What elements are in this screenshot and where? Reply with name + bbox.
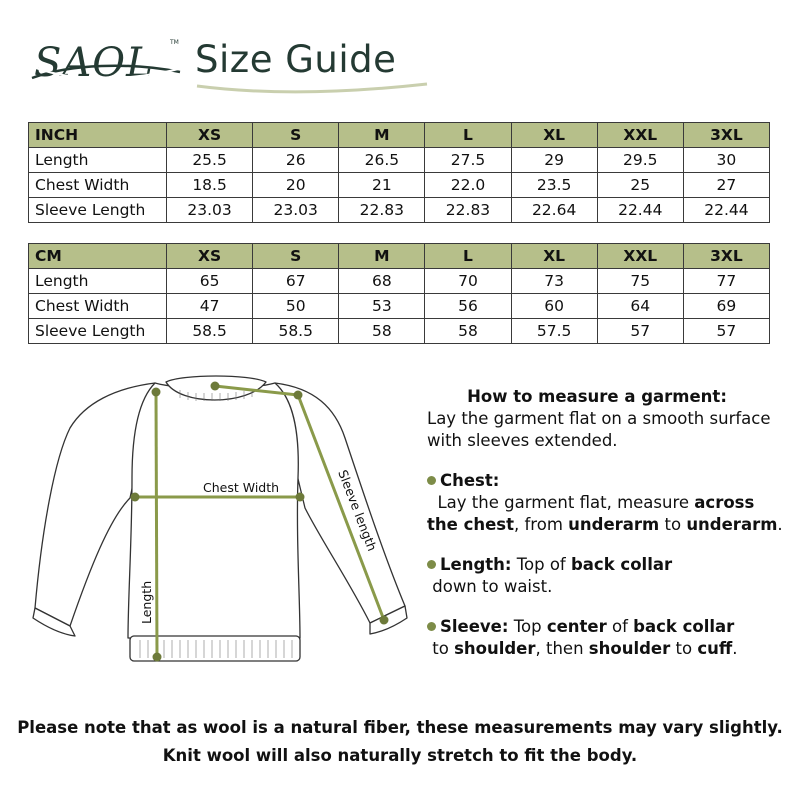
- row-label: Length: [29, 269, 167, 294]
- sleeve-length-label: Sleeve length: [335, 467, 380, 554]
- table-cell: 22.0: [425, 173, 511, 198]
- size-header: 3XL: [683, 123, 769, 148]
- table-row: [29, 319, 770, 344]
- row-label: Sleeve Length: [29, 198, 167, 223]
- table-cell: 67: [253, 269, 339, 294]
- table-cell: 27.5: [425, 148, 511, 173]
- length-start-dot: [152, 388, 161, 397]
- length-end-dot: [153, 653, 162, 662]
- sleeve-instruction: Sleeve: Top center of back collar to shoulder, then shoulder to cuff.: [427, 617, 738, 658]
- table-cell: 22.44: [597, 198, 683, 223]
- table-cell: 65: [167, 269, 253, 294]
- table-cell: 58.5: [253, 319, 339, 344]
- row-label: Chest Width: [29, 294, 167, 319]
- table-cell: 22.64: [511, 198, 597, 223]
- trademark-mark: TM: [170, 39, 179, 46]
- table-cell: 53: [339, 294, 425, 319]
- table-cell: 22.44: [683, 198, 769, 223]
- table-cell: 70: [425, 269, 511, 294]
- sweater-diagram: [20, 368, 415, 673]
- table-row: [29, 173, 770, 198]
- row-label: Length: [29, 148, 167, 173]
- table-cell: 22.83: [425, 198, 511, 223]
- cuff-dot: [380, 616, 389, 625]
- disclaimer-note: [0, 714, 800, 770]
- table-cell: 22.83: [339, 198, 425, 223]
- table-cell: 25: [597, 173, 683, 198]
- size-header: XL: [511, 123, 597, 148]
- table-row: [29, 198, 770, 223]
- table-cell: 23.5: [511, 173, 597, 198]
- table-cell: 23.03: [167, 198, 253, 223]
- size-header: 3XL: [683, 244, 769, 269]
- table-cell: 58: [339, 319, 425, 344]
- table-cell: 60: [511, 294, 597, 319]
- length-label: Length: [139, 580, 154, 624]
- bullet-icon: [427, 560, 436, 569]
- table-cell: 26: [253, 148, 339, 173]
- page-title: Size Guide: [195, 38, 397, 81]
- table-cell: 20: [253, 173, 339, 198]
- table-cell: 58.5: [167, 319, 253, 344]
- note-line-2: Knit wool will also naturally stretch to fit the body.: [162, 746, 638, 765]
- table-cell: 64: [597, 294, 683, 319]
- table-cell: 56: [425, 294, 511, 319]
- size-header: M: [339, 123, 425, 148]
- table-cell: 68: [339, 269, 425, 294]
- table-cell: 57.5: [511, 319, 597, 344]
- size-header: XS: [167, 123, 253, 148]
- bullet-icon: [427, 476, 436, 485]
- size-header: L: [425, 244, 511, 269]
- table-header-row: [29, 244, 770, 269]
- row-label: Sleeve Length: [29, 319, 167, 344]
- table-cell: 58: [425, 319, 511, 344]
- table-row: [29, 148, 770, 173]
- row-label: Chest Width: [29, 173, 167, 198]
- size-header: XS: [167, 244, 253, 269]
- table-cell: 25.5: [167, 148, 253, 173]
- length-instruction: Length: Top of back collar down to waist.: [427, 555, 673, 596]
- table-cell: 26.5: [339, 148, 425, 173]
- size-header: XXL: [597, 123, 683, 148]
- table-cell: 77: [683, 269, 769, 294]
- saol-logo: [30, 28, 195, 98]
- collar-dot: [211, 382, 220, 391]
- instructions-intro: Lay the garment flat on a smooth surface with sleeves extended.: [427, 409, 771, 450]
- table-cell: 69: [683, 294, 769, 319]
- table-cell: 21: [339, 173, 425, 198]
- sweater-outline: [33, 376, 407, 661]
- size-header: S: [253, 123, 339, 148]
- table-cell: 30: [683, 148, 769, 173]
- size-header: S: [253, 244, 339, 269]
- size-header: XL: [511, 244, 597, 269]
- size-header: L: [425, 123, 511, 148]
- instructions-heading: How to measure a garment:: [467, 387, 727, 406]
- unit-header: CM: [29, 244, 167, 269]
- chest-width-label: Chest Width: [203, 480, 280, 495]
- table-row: [29, 269, 770, 294]
- unit-header: INCH: [29, 123, 167, 148]
- note-line-1: Please note that as wool is a natural fiber, these measurements may vary slightly.: [17, 718, 783, 737]
- table-cell: 29.5: [597, 148, 683, 173]
- measuring-instructions: [427, 386, 787, 678]
- size-header: M: [339, 244, 425, 269]
- chest-instruction: Chest: Lay the garment flat, measure across the chest, from underarm to underarm.: [427, 471, 783, 534]
- table-cell: 50: [253, 294, 339, 319]
- table-cell: 18.5: [167, 173, 253, 198]
- table-row: [29, 294, 770, 319]
- bullet-icon: [427, 622, 436, 631]
- table-cell: 57: [683, 319, 769, 344]
- table-cell: 73: [511, 269, 597, 294]
- table-cell: 75: [597, 269, 683, 294]
- logo-text: SAOL: [34, 40, 154, 86]
- table-cell: 27: [683, 173, 769, 198]
- chest-right-dot: [296, 493, 305, 502]
- size-header: XXL: [597, 244, 683, 269]
- length-line: [156, 392, 157, 657]
- table-cell: 57: [597, 319, 683, 344]
- inch-size-table: [28, 122, 770, 223]
- table-cell: 29: [511, 148, 597, 173]
- shoulder-dot: [294, 391, 303, 400]
- table-cell: 23.03: [253, 198, 339, 223]
- table-cell: 47: [167, 294, 253, 319]
- table-header-row: [29, 123, 770, 148]
- title-swoosh: [195, 78, 430, 98]
- cm-size-table: [28, 243, 770, 344]
- header: [30, 28, 430, 98]
- chest-left-dot: [131, 493, 140, 502]
